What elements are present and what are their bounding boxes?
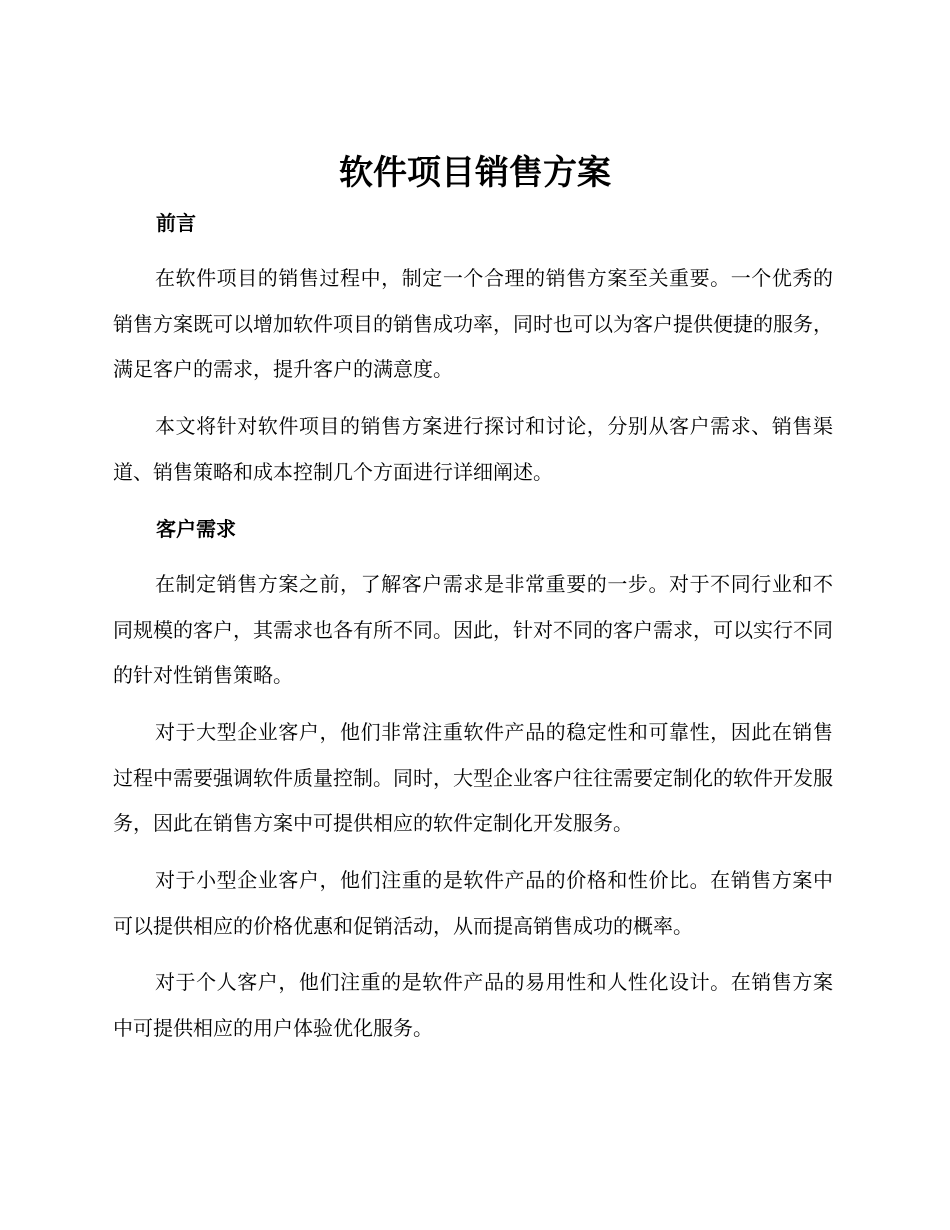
paragraph: 对于大型企业客户，他们非常注重软件产品的稳定性和可靠性，因此在销售过程中需要强调软件质量控制。同时，大型企业客户往往需要定制化的软件开发服务，因此在销售方案中可提供相应的软件定制化开发服务。 [113,720,833,835]
paragraph: 在制定销售方案之前，了解客户需求是非常重要的一步。对于不同行业和不同规模的客户，其需求也各有所不同。因此，针对不同的客户需求，可以实行不同的针对性销售策略。 [113,572,833,687]
section-heading-customer-needs: 客户需求 [156,517,236,541]
paragraph: 本文将针对软件项目的销售方案进行探讨和讨论，分别从客户需求、销售渠道、销售策略和成本控制几个方面进行详细阐述。 [113,414,833,484]
paragraph: 对于小型企业客户，他们注重的是软件产品的价格和性价比。在销售方案中可以提供相应的价格优惠和促销活动，从而提高销售成功的概率。 [113,868,833,938]
paragraph: 对于个人客户，他们注重的是软件产品的易用性和人性化设计。在销售方案中可提供相应的用户体验优化服务。 [113,970,833,1040]
paragraph: 在软件项目的销售过程中，制定一个合理的销售方案至关重要。一个优秀的销售方案既可以增加软件项目的销售成功率，同时也可以为客户提供便捷的服务，满足客户的需求，提升客户的满意度。 [113,266,833,381]
section-heading-preface: 前言 [156,211,196,235]
document-title: 软件项目销售方案 [339,153,611,193]
